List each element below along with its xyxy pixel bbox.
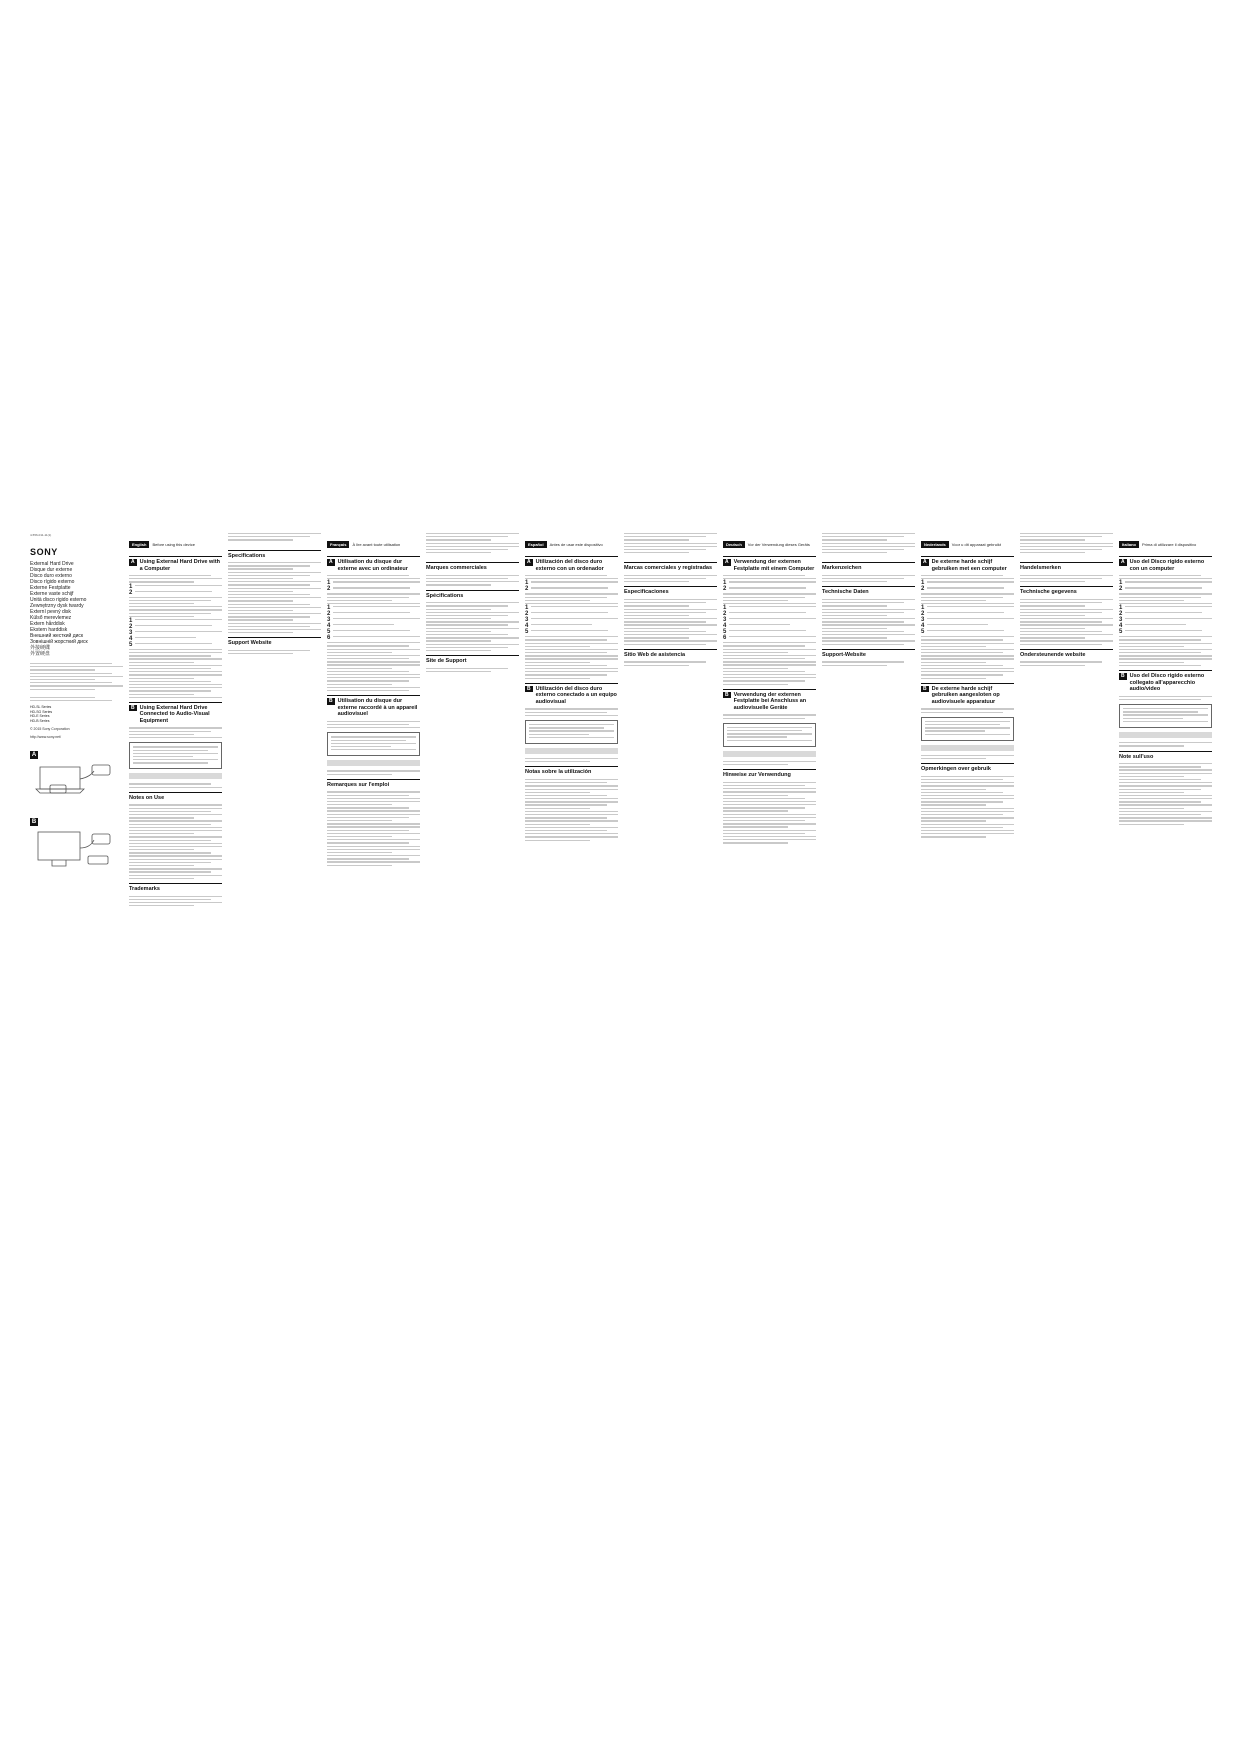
italian-panel: Italiano Prima di utilizzare il dispositivo A Uso del Disco rigido esterno con un computer 1 2 1 2 3 4 5 B Uso del Disco rigido esterno collegato all'apparecchio audio/video Note sull'uso (1119, 533, 1212, 1223)
caution-box (921, 745, 1014, 751)
figure-a (30, 743, 123, 804)
language-tab: Français (327, 541, 349, 548)
section-heading: Spécifications (426, 590, 519, 600)
section-heading: A Utilisation du disque dur externe avec un ordinateur (327, 556, 420, 572)
section-heading: Notas sobre la utilización (525, 766, 618, 776)
note-box (327, 732, 420, 756)
spanish-panel-continued (624, 533, 717, 1223)
cover-panel (30, 533, 123, 1223)
tv-connection-illustration (30, 828, 116, 872)
section-heading: Technische gegevens (1020, 586, 1113, 596)
section-heading: B Uso del Disco rigido esterno collegato all'apparecchio audio/video (1119, 670, 1212, 693)
french-panel: Français À lire avant toute utilisation A Utilisation du disque dur externe avec un ordinateur 1 2 1 2 3 4 5 6 B Utilisation du disque dur externe raccordé à un appareil audiovisuel Remarques sur l'emploi (327, 533, 420, 1223)
section-heading: Hinweise zur Verwendung (723, 769, 816, 779)
dutch-panel: Nederlands Voor u dit apparaat gebruikt A De externe harde schijf gebruiken met een computer 1 2 1 2 3 4 5 B De externe harde schijf gebruiken aangesloten op audiovisuele apparatuur Opmerkingen over gebruik (921, 533, 1014, 1223)
language-subtitle: Antes de usar este dispositivo (549, 542, 603, 547)
section-heading: B Using External Hard Drive Connected to Audio-Visual Equipment (129, 702, 222, 725)
product-title: Зовнішній жорсткий диск (30, 639, 88, 645)
language-subtitle: Prima di utilizzare il dispositivo (1142, 542, 1197, 547)
copyright: © 2015 Sony Corporation (30, 727, 70, 732)
section-heading: Note sull'uso (1119, 751, 1212, 761)
section-heading: A Uso del Disco rigido esterno con un computer (1119, 556, 1212, 572)
product-title: Ekstern harddisk (30, 627, 68, 633)
caution-box (327, 760, 420, 766)
section-heading: Marques commerciales (426, 562, 519, 572)
figure-label: B (31, 819, 37, 826)
section-heading: Especificaciones (624, 586, 717, 596)
language-tab: Nederlands (921, 541, 949, 548)
section-heading: Technische Daten (822, 586, 915, 596)
section-heading: A De externe harde schijf gebruiken met een computer (921, 556, 1014, 572)
german-panel-continued (822, 533, 915, 1223)
section-heading: A Using External Hard Drive with a Computer (129, 556, 222, 572)
caution-box (129, 773, 222, 779)
sony-url: http://www.sony.net/ (30, 735, 62, 740)
section-heading: A Utilización del disco duro externo con un ordenador (525, 556, 618, 572)
section-heading: B Utilisation du disque dur externe raccordé à un appareil audiovisuel (327, 695, 420, 718)
note-box (921, 717, 1014, 741)
section-heading: B Verwendung der externen Festplatte bei Anschluss an audiovisuelle Geräte (723, 689, 816, 712)
section-heading: Handelsmerken (1020, 562, 1113, 572)
language-tab: Deutsch (723, 541, 745, 548)
manual-sheet (30, 533, 1212, 1223)
product-title: Extern hårddisk (30, 621, 65, 627)
english-panel: English Before using this device A Using External Hard Drive with a Computer 1 2 1 2 3 4 5 B Using External Hard Drive Connected to Audio-Visual Equipment Notes on Use Trademarks (129, 533, 222, 1223)
product-title: Külső merevlemez (30, 615, 72, 621)
product-title: Disco duro externo (30, 573, 72, 579)
german-panel: Deutsch Vor der Verwendung dieses Geräts A Verwendung der externen Festplatte mit einem Computer 1 2 1 2 3 4 5 6 B Verwendung der externen Festplatte bei Anschluss an audiovisuelle Geräte Hinweise zur Verwendung (723, 533, 816, 1223)
product-title: 外置硬盘 (30, 651, 51, 657)
figure-b (30, 810, 123, 877)
specifications-heading: Specifications (228, 550, 321, 560)
french-panel-continued (426, 533, 519, 1223)
section-heading: Site de Support (426, 655, 519, 665)
section-heading: Support-Website (822, 649, 915, 659)
section-heading: Opmerkingen over gebruik (921, 763, 1014, 773)
note-box (723, 723, 816, 747)
language-tab: Italiano (1119, 541, 1139, 548)
note-box (525, 720, 618, 744)
note-box (1119, 704, 1212, 728)
section-heading: B De externe harde schijf gebruiken aangesloten op audiovisuele apparatuur (921, 683, 1014, 706)
notes-on-use-heading: Notes on Use (129, 792, 222, 802)
language-subtitle: À lire avant toute utilisation (352, 542, 401, 547)
model-list: HD-SL Series HD-SG Series HD-E Series HD-B Series (30, 705, 53, 723)
section-heading: Marcas comerciales y registradas (624, 562, 717, 572)
product-title-list (30, 561, 123, 657)
caution-box (723, 751, 816, 757)
section-heading: Markenzeichen (822, 562, 915, 572)
section-heading: Remarques sur l'emploi (327, 779, 420, 789)
laptop-connection-illustration (30, 761, 116, 799)
note-box (129, 742, 222, 769)
language-tab: English (129, 541, 149, 548)
product-title: Externí pevný disk (30, 609, 71, 615)
language-subtitle: Before using this device (152, 542, 195, 547)
support-website-heading: Support Website (228, 637, 321, 647)
language-subtitle: Voor u dit apparaat gebruikt (951, 542, 1001, 547)
brand-logo: SONY (30, 547, 58, 557)
product-title: Externe Festplatte (30, 585, 71, 591)
dutch-panel-continued (1020, 533, 1113, 1223)
product-title: Unità disco rigido esterno (30, 597, 87, 603)
figure-label: A (31, 752, 37, 759)
section-heading: Ondersteunende website (1020, 649, 1113, 659)
caution-box (1119, 732, 1212, 738)
section-heading: A Verwendung der externen Festplatte mit einem Computer (723, 556, 816, 572)
product-title: Externe vaste schijf (30, 591, 74, 597)
section-heading: Sitio Web de asistencia (624, 649, 717, 659)
product-title: Внешний жесткий диск (30, 633, 84, 639)
language-tab: Español (525, 541, 547, 548)
product-title: Zewnętrzny dysk twardy (30, 603, 84, 609)
model-code: 4-556-011-11(1) (30, 533, 52, 537)
product-title: Disco rígido externo (30, 579, 75, 585)
product-title: Disque dur externe (30, 567, 73, 573)
caution-box (525, 748, 618, 754)
section-heading: B Utilización del disco duro externo conectado a un equipo audiovisual (525, 683, 618, 706)
trademarks-heading: Trademarks (129, 883, 222, 893)
product-title: 外接硬碟 (30, 645, 51, 651)
product-title: External Hard Drive (30, 561, 74, 567)
spanish-panel: Español Antes de usar este dispositivo A Utilización del disco duro externo con un ordenador 1 2 1 2 3 4 5 B Utilización del disco duro externo conectado a un equipo audiovisual Notas sobre la utilización (525, 533, 618, 1223)
english-panel-continued (228, 533, 321, 1223)
language-subtitle: Vor der Verwendung dieses Geräts (747, 542, 810, 547)
